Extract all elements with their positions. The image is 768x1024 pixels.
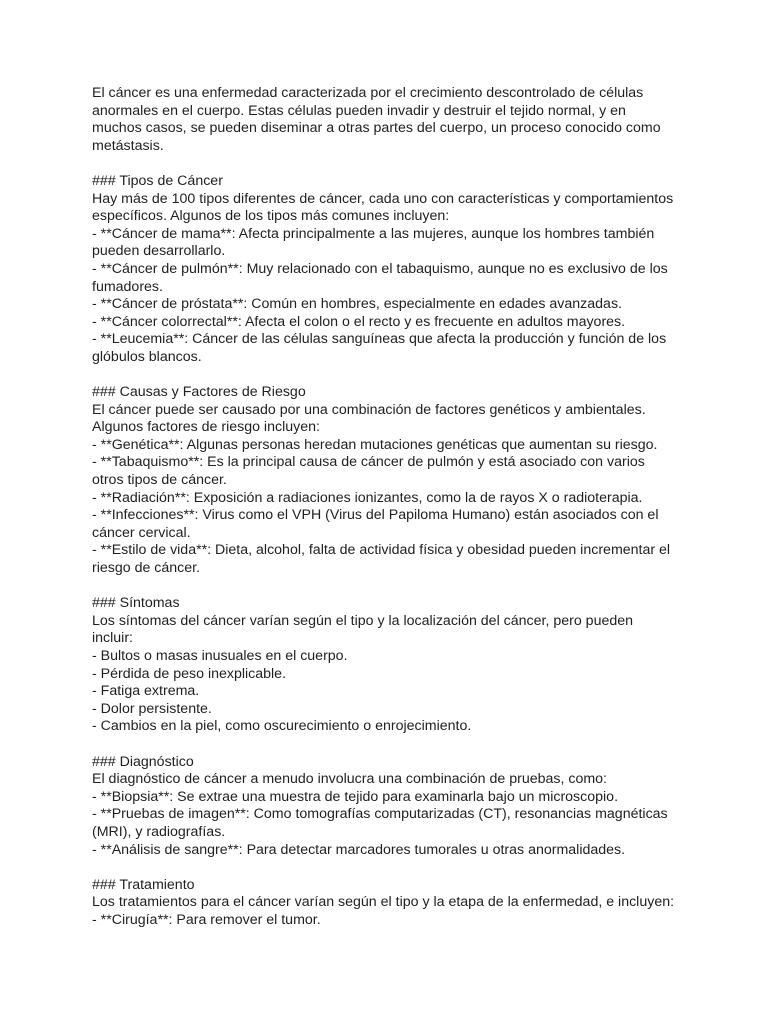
text-line: fumadores. (92, 278, 163, 295)
text-line: glóbulos blancos. (92, 348, 202, 365)
text-line: El cáncer es una enfermedad caracterizada por el crecimiento descontrolado de células (92, 85, 644, 101)
section-heading: ### Causas y Factores de Riesgo (92, 384, 306, 401)
section-heading: ### Diagnóstico (92, 753, 194, 770)
text-line: incluir: (92, 630, 133, 647)
list-item-line: - Pérdida de peso inexplicable. (92, 665, 287, 682)
section-diagnostico (92, 754, 692, 860)
list-item-line: - **Cirugía**: Para remover el tumor. (92, 911, 321, 928)
blank-line (92, 578, 692, 596)
blank-line (92, 367, 692, 385)
list-item-line: - **Análisis de sangre**: Para detectar marcadores tumorales u otras anormalidades. (92, 841, 626, 858)
blank-line (92, 155, 692, 173)
intro-paragraph (92, 85, 692, 155)
blank-line (92, 736, 692, 754)
list-item-line: - **Pruebas de imagen**: Como tomografías computarizadas (CT), resonancias magnéticas (92, 806, 668, 823)
list-item-line: - Dolor persistente. (92, 700, 212, 717)
text-line: cáncer cervical. (92, 524, 191, 541)
list-item-line: - **Leucemia**: Cáncer de las células sanguíneas que afecta la producción y función de los (92, 331, 667, 348)
text-line: Algunos factores de riesgo incluyen: (92, 419, 320, 436)
text-line: metástasis. (92, 137, 164, 154)
section-sintomas (92, 595, 692, 736)
section-tipos (92, 173, 692, 367)
section-heading: ### Tipos de Cáncer (92, 172, 223, 189)
list-item-line: - **Cáncer de próstata**: Común en hombres, especialmente en edades avanzadas. (92, 296, 622, 313)
list-item-line: - **Cáncer colorrectal**: Afecta el colon o el recto y es frecuente en adultos mayores. (92, 313, 626, 330)
text-line: Los tratamientos para el cáncer varían según el tipo y la etapa de la enfermedad, e incluyen: (92, 894, 675, 911)
document-body (92, 85, 692, 930)
list-item-line: - **Radiación**: Exposición a radiaciones ionizantes, como la de rayos X o radioterapia. (92, 489, 643, 506)
text-line: El diagnóstico de cáncer a menudo involucra una combinación de pruebas, como: (92, 771, 608, 788)
list-item-line: - **Cáncer de pulmón**: Muy relacionado con el tabaquismo, aunque no es exclusivo de los (92, 260, 668, 277)
section-heading: ### Tratamiento (92, 876, 195, 893)
list-item-line: - **Cáncer de mama**: Afecta principalmente a las mujeres, aunque los hombres también (92, 225, 655, 242)
text-line: riesgo de cáncer. (92, 560, 201, 577)
text-line: (MRI), y radiografías. (92, 823, 226, 840)
list-item-line: - **Infecciones**: Virus como el VPH (Virus del Papiloma Humano) están asociados con el (92, 507, 659, 524)
section-heading: ### Síntomas (92, 595, 180, 612)
list-item-line: - **Genética**: Algunas personas heredan mutaciones genéticas que aumentan su riesgo. (92, 436, 658, 453)
text-line: pueden desarrollarlo. (92, 243, 226, 260)
list-item-line: - Fatiga extrema. (92, 683, 200, 700)
text-line: muchos casos, se pueden diseminar a otras partes del cuerpo, un proceso conocido como (92, 120, 661, 137)
section-causas (92, 384, 692, 578)
text-line: específicos. Algunos de los tipos más comunes incluyen: (92, 208, 450, 225)
text-line: El cáncer puede ser causado por una combinación de factores genéticos y ambientales. (92, 401, 646, 418)
text-line: Los síntomas del cáncer varían según el tipo y la localización del cáncer, pero pueden (92, 612, 634, 629)
text-line: otros tipos de cáncer. (92, 472, 227, 489)
list-item-line: - **Biopsia**: Se extrae una muestra de tejido para examinarla bajo un microscopio. (92, 788, 619, 805)
text-line: Hay más de 100 tipos diferentes de cáncer, cada uno con características y comportamientos (92, 190, 674, 207)
blank-line (92, 859, 692, 877)
list-item-line: - Cambios en la piel, como oscurecimiento o enrojecimiento. (92, 718, 472, 735)
section-tratamiento (92, 877, 692, 930)
list-item-line: - **Estilo de vida**: Dieta, alcohol, falta de actividad física y obesidad pueden incrementar el (92, 542, 671, 559)
text-line: anormales en el cuerpo. Estas células pueden invadir y destruir el tejido normal, y en (92, 102, 626, 119)
list-item-line: - **Tabaquismo**: Es la principal causa de cáncer de pulmón y está asociado con varios (92, 454, 645, 471)
list-item-line: - Bultos o masas inusuales en el cuerpo. (92, 648, 348, 664)
